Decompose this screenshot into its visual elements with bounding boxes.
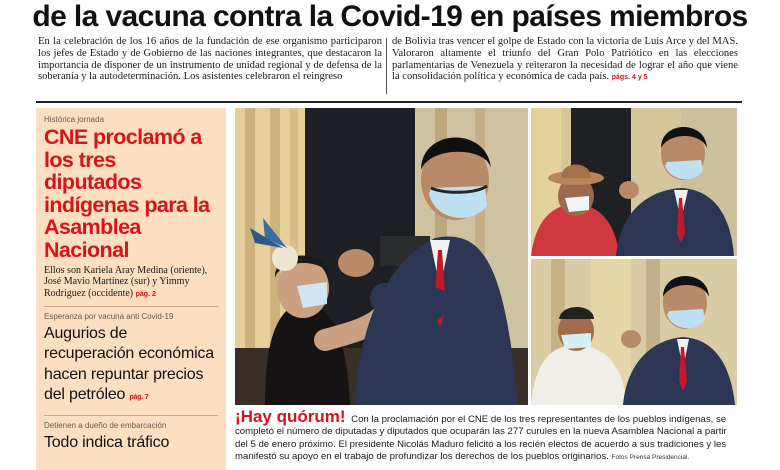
story-oil-title-text: Augurios de recuperación económica hacen repuntar precios del petróleo bbox=[44, 324, 214, 404]
main-photo-elbow-greeting bbox=[235, 108, 528, 405]
story-boat[interactable] bbox=[44, 420, 218, 454]
story-cne-title[interactable]: CNE proclamó a los tres diputados indígenas para la Asamblea Nacional bbox=[44, 125, 210, 262]
story-oil-page-ref: pág. 7 bbox=[129, 394, 149, 402]
story-oil[interactable] bbox=[44, 311, 218, 409]
photo-bottom-right-illustration bbox=[531, 259, 737, 405]
photo-top-right-illustration bbox=[531, 108, 737, 256]
sidebar-divider bbox=[44, 306, 218, 307]
story-boat-title[interactable]: Todo indica tráfico bbox=[44, 433, 170, 451]
lead-right-text: de Bolivia tras vencer el golpe de Estado con la victoria de Luis Arce y del MAS. Valoraron altamente el triunfo del Gran Polo Patriótico en las elecciones parlamentarias de Venezuela y reiteraron la necesidad de lograr el año que viene la consolidación política y económica de cada país. bbox=[392, 36, 738, 83]
photo-caption bbox=[235, 410, 738, 470]
column-divider bbox=[386, 38, 387, 94]
story-oil-kicker: Esperanza por vacuna anti Covid-19 bbox=[44, 311, 174, 321]
story-cne-page-ref: pág. 2 bbox=[135, 290, 156, 298]
photo-elbow-greeting-second bbox=[531, 259, 737, 405]
lead-text-right bbox=[392, 36, 738, 96]
story-cne-summary-text: Ellos son Kariela Aray Medina (oriente), José Mavio Martínez (sur) y Yimmy Rodríguez (occidente) bbox=[44, 265, 208, 299]
story-cne-summary bbox=[44, 265, 218, 300]
caption-body: Con la proclamación por el CNE de los tres representantes de los pueblos indígenas, se completó el número de diputadas y diputados que ocuparán las 277 curules en la nueva Asamblea Nacional a partir del 5 de enero próximo. El presidente Nicolás Maduro felicitó a los recién electos de acuerdo a sus tradiciones y les manifestó su apoyo en el trabajo de profundizar los derechos de los pueblos originarios. bbox=[235, 414, 727, 463]
story-oil-title[interactable] bbox=[44, 324, 218, 409]
lead-left-text: En la celebración de los 16 años de la fundación de ese organismo participaron los jefes de Estado y de Gobierno de las naciones integrantes, que destacaron la importancia de disponer de un instrumento de unidad regional y de defensa de la soberanía y la autodeterminación. Los asistentes celebraron el reingreso bbox=[38, 36, 382, 83]
story-boat-kicker: Detienen a dueño de embarcación bbox=[44, 420, 167, 430]
news-sidebar bbox=[36, 108, 226, 470]
lead-text-left bbox=[38, 36, 382, 96]
photo-credit: Fotos Prensa Presidencial. bbox=[611, 454, 690, 462]
main-photo-illustration bbox=[235, 108, 528, 405]
photo-elbow-greeting-hat bbox=[531, 108, 737, 256]
section-rule bbox=[36, 101, 742, 103]
sidebar-divider bbox=[44, 415, 218, 416]
lead-page-ref: págs. 4 y 5 bbox=[611, 74, 648, 82]
caption-head: ¡Hay quórum! bbox=[235, 410, 346, 426]
front-page-headline: de la vacuna contra la Covid-19 en países miembros bbox=[32, 0, 748, 33]
story-cne-kicker: Histórica jornada bbox=[44, 115, 105, 124]
story-cne[interactable] bbox=[44, 114, 218, 300]
